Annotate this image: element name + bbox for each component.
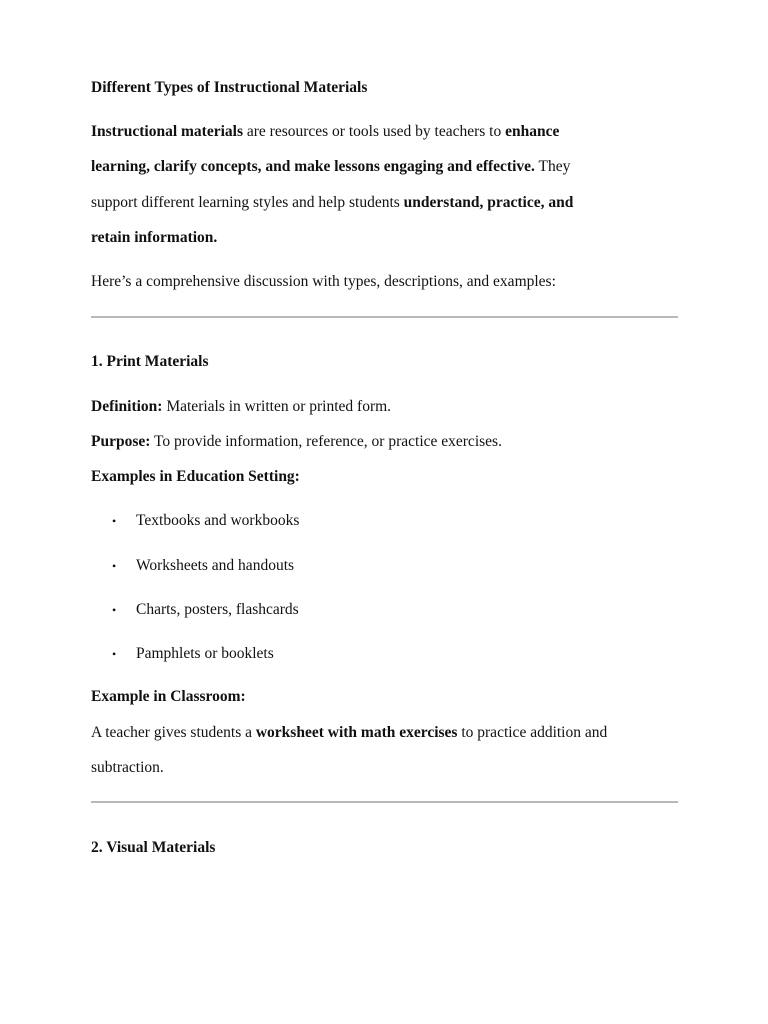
- bullet-icon: •: [112, 559, 117, 573]
- purpose-text: To provide information, reference, or practice exercises.: [150, 433, 502, 450]
- purpose-label: Purpose:: [91, 433, 151, 450]
- purpose-line: [91, 432, 502, 452]
- intro-bold-phrase: enhance: [505, 123, 560, 140]
- classroom-line-1: [91, 723, 607, 743]
- classroom-bold-phrase: worksheet with math exercises: [255, 724, 458, 741]
- examples-heading-text: Examples in Education Setting:: [91, 468, 300, 485]
- section-heading: [91, 838, 215, 858]
- definition-label: Definition:: [91, 398, 163, 415]
- overview-line: [91, 272, 556, 292]
- list-item-text: Worksheets and handouts: [136, 557, 295, 574]
- classroom-heading-text: Example in Classroom:: [91, 688, 246, 705]
- section-heading-text: 2. Visual Materials: [91, 839, 216, 856]
- document-title-text: Different Types of Instructional Materials: [91, 79, 368, 96]
- section-divider: [91, 801, 678, 803]
- overview-text: Here’s a comprehensive discussion with types, descriptions, and examples:: [91, 273, 556, 290]
- intro-line-2: [91, 157, 570, 177]
- intro-bold-phrase: understand, practice, and: [403, 194, 574, 211]
- list-item-text: Textbooks and workbooks: [136, 512, 300, 529]
- classroom-text: to practice addition and: [457, 724, 608, 741]
- intro-text: support different learning styles and help students: [91, 194, 404, 211]
- definition-line: [91, 397, 391, 417]
- intro-line-4: [91, 228, 217, 248]
- bullet-icon: •: [112, 647, 117, 661]
- classroom-text: A teacher gives students a: [91, 724, 256, 741]
- list-item-text: Charts, posters, flashcards: [136, 601, 299, 618]
- classroom-line-2: [91, 758, 164, 778]
- intro-line-1: [91, 122, 559, 142]
- section-heading-text: 1. Print Materials: [91, 353, 209, 370]
- definition-text: Materials in written or printed form.: [162, 398, 392, 415]
- classroom-heading: [91, 687, 246, 707]
- classroom-text: subtraction.: [91, 759, 164, 776]
- intro-text: They: [534, 158, 571, 175]
- intro-bold-phrase: learning, clarify concepts, and make lessons engaging and effective.: [91, 158, 535, 175]
- document-title: [91, 78, 367, 98]
- examples-heading: [91, 467, 300, 487]
- intro-line-3: [91, 193, 573, 213]
- bullet-icon: •: [112, 603, 117, 617]
- intro-bold-term: Instructional materials: [91, 123, 243, 140]
- intro-bold-phrase: retain information.: [91, 229, 218, 246]
- section-heading: [91, 352, 209, 372]
- section-divider: [91, 316, 678, 318]
- list-item-text: Pamphlets or booklets: [136, 645, 274, 662]
- intro-text: are resources or tools used by teachers to: [242, 123, 506, 140]
- bullet-icon: •: [112, 514, 117, 528]
